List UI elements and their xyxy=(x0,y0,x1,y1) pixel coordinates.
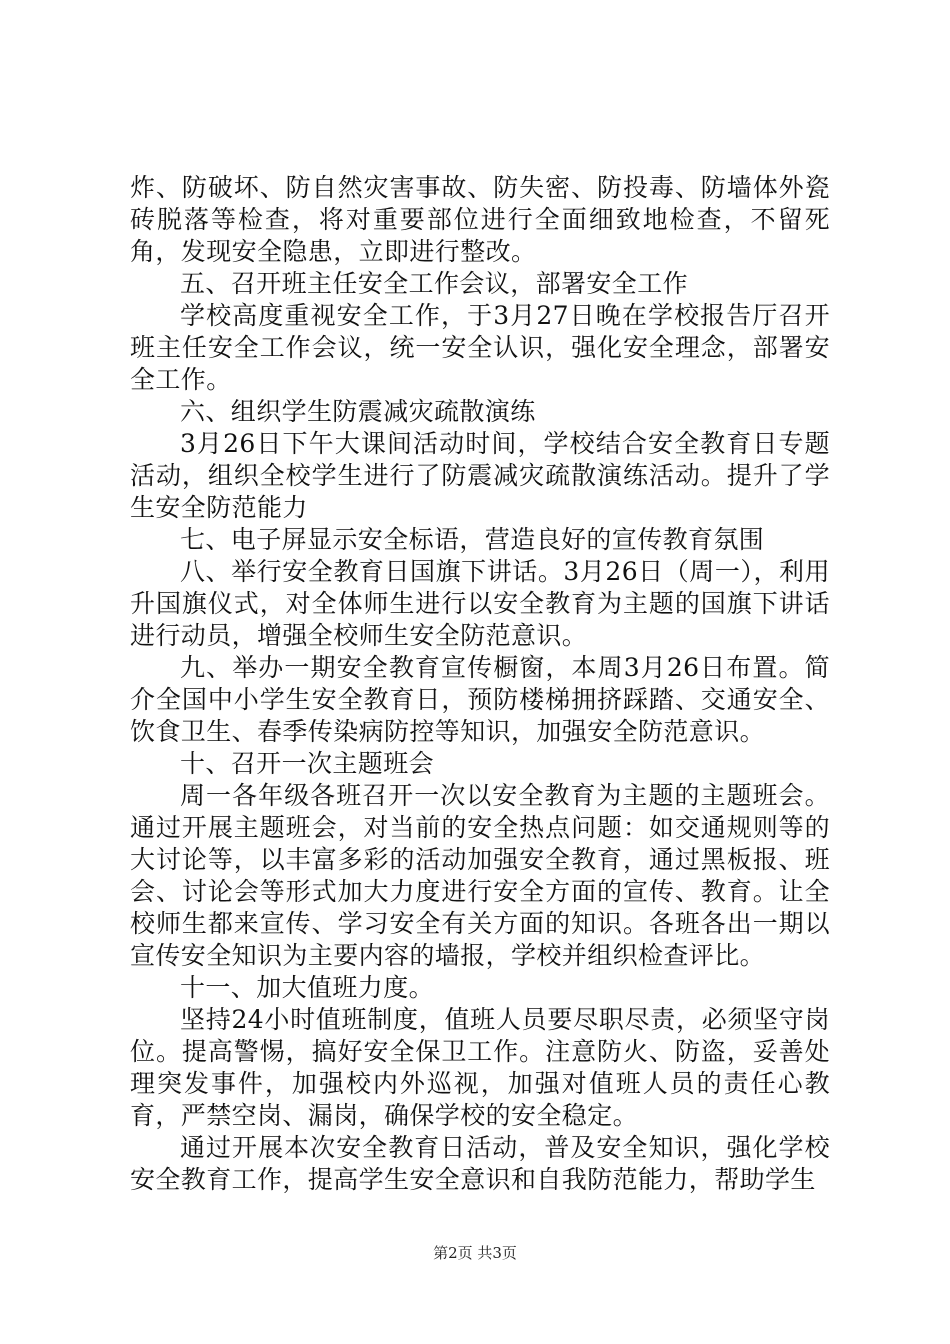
document-paragraph: 五、召开班主任安全工作会议，部署安全工作 xyxy=(180,269,689,298)
document-paragraph: 十、召开一次主题班会 xyxy=(180,749,435,778)
document-paragraph: 七、电子屏显示安全标语，营造良好的宣传教育氛围 xyxy=(180,525,765,554)
page-footer: 第2页 共3页 xyxy=(433,1244,517,1262)
document-paragraph: 八、举行安全教育日国旗下讲话。3月26日（周一），利用升国旗仪式，对全体师生进行以安全教育为主题的国旗下讲话进行动员，增强全校师生安全防范意识。 xyxy=(130,557,830,650)
document-paragraph: 炸、防破坏、防自然灾害事故、防失密、防投毒、防墙体外瓷砖脱落等检查，将对重要部位进行全面细致地检查，不留死角，发现安全隐患，立即进行整改。 xyxy=(130,173,830,266)
document-paragraph: 学校高度重视安全工作，于3月27日晚在学校报告厅召开班主任安全工作会议，统一安全认识，强化安全理念，部署安全工作。 xyxy=(130,301,830,394)
document-paragraph: 通过开展本次安全教育日活动，普及安全知识，强化学校安全教育工作，提高学生安全意识和自我防范能力，帮助学生 xyxy=(130,1133,830,1194)
document-paragraph: 九、举办一期安全教育宣传橱窗，本周3月26日布置。简介全国中小学生安全教育日，预防楼梯拥挤踩踏、交通安全、饮食卫生、春季传染病防控等知识，加强安全防范意识。 xyxy=(130,653,830,746)
document-paragraph: 坚持24小时值班制度，值班人员要尽职尽责，必须坚守岗位。提高警惕，搞好安全保卫工作。注意防火、防盗，妥善处理突发事件，加强校内外巡视，加强对值班人员的责任心教育，严禁空岗、漏岗，确保学校的安全稳定。 xyxy=(130,1005,830,1130)
document-body xyxy=(130,172,830,1196)
document-paragraph: 3月26日下午大课间活动时间，学校结合安全教育日专题活动，组织全校学生进行了防震减灾疏散演练活动。提升了学生安全防范能力 xyxy=(130,429,830,522)
document-paragraph: 十一、加大值班力度。 xyxy=(180,973,435,1002)
document-paragraph: 六、组织学生防震减灾疏散演练 xyxy=(180,397,536,426)
document-paragraph: 周一各年级各班召开一次以安全教育为主题的主题班会。通过开展主题班会，对当前的安全热点问题：如交通规则等的大讨论等，以丰富多彩的活动加强安全教育，通过黑板报、班会、讨论会等形式加大力度进行安全方面的宣传、教育。让全校师生都来宣传、学习安全有关方面的知识。各班各出一期以宣传安全知识为主要内容的墙报，学校并组织检查评比。 xyxy=(130,781,830,970)
